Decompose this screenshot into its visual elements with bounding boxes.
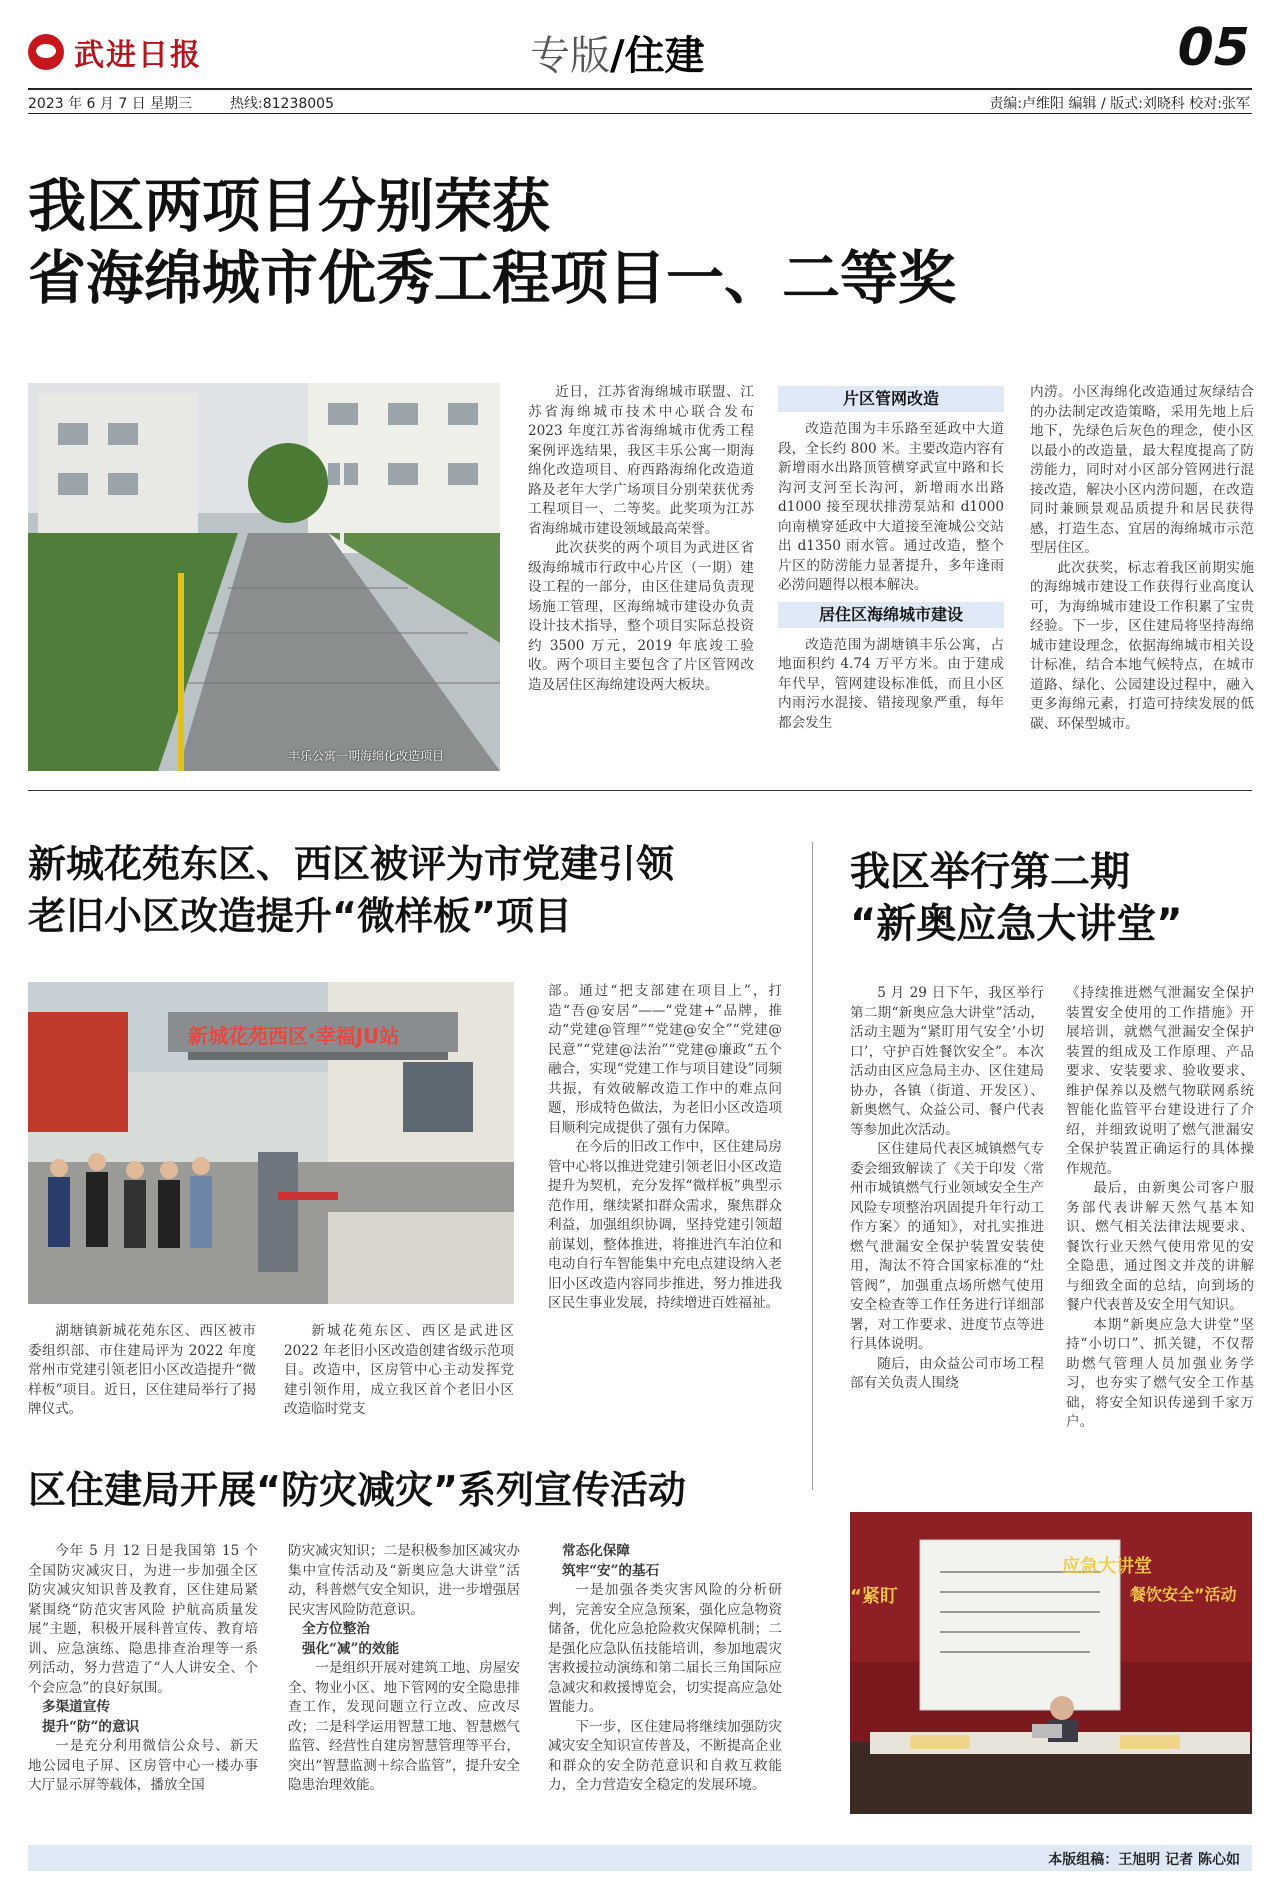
article3-column-1: 5 月 29 日下午，我区举行第二期“新奥应急大讲堂”活动，活动主题为“紧盯用气安全‘小切口’，守护百姓餐饮安全”。本次活动由区应急局主办、区住建局协办，各镇（街道、开发区）、新奥燃气、众益公司、餐户代表等参加此次活动。 区住建局代表区城镇燃气专委会细致解读了《关于印发〈常州市城镇燃气行业领域安全生产风险专项整治巩固提升年行动工作方案〉的通知》，对扎实推进燃气泄漏安全保护装置安装使用，淘汰不符合国家标准的“灶管阀”，加强重点场所燃气使用安全检查等工作任务进行详细部署，对工作要求、进度节点等进行具体说明。 随后，由众益公司市场工程部有关负责人围绕: [850, 985, 1044, 1391]
issue-date: 2023 年 6 月 7 日 星期三: [28, 96, 193, 112]
article4-column-1: 今年 5 月 12 日是我国第 15 个全国防灾减灾日，为进一步加强全区防灾减灾知识普及教育，区住建局紧紧围绕“防范灾害风险 护航高质量发展”主题，积极开展科普宣传、教育培训、应急演练、隐患排查治理等一系列活动，努力营造了“人人讲安全、个个会应急”的良好氛围。 多渠道宣传 提升“防”的意识 一是充分利用微信公众号、新天地公园电子屏、区房管中心一楼办事大厅显示屏等载体，播放全国: [28, 1543, 258, 1793]
newspaper-logo-icon: [28, 34, 64, 70]
masthead-rule: [28, 88, 1252, 90]
section-right: 住建: [624, 32, 705, 79]
editor-credits: 责编:卢维阳 编辑 / 版式:刘晓科 校对:张军: [989, 96, 1250, 112]
section-title: 专版/住建: [530, 32, 705, 79]
page-footer: [28, 1845, 1252, 1871]
article4-subhead-2: 全方位整治: [302, 1621, 370, 1637]
column-divider: [812, 842, 813, 1490]
article3-photo: [850, 1512, 1252, 1814]
article1-divider: [28, 790, 1252, 791]
article4-column-2: 防灾减灾知识；二是积极参加区减灾办集中宣传活动及“新奥应急大讲堂”活动，科普燃气安全知识，进一步增强居民灾害风险防范意识。 全方位整治 强化“减”的效能 一是组织开展对建筑工地、房屋安全、物业小区、地下管网的安全隐患排查工作，发现问题立行立改、应改尽改；二是科学运用智慧工地、智慧燃气监管、经营性自建房智慧管理等平台，突出“智慧监测＋综合监管”，提升安全隐患治理效能。: [288, 1543, 520, 1793]
section-left: 专版: [530, 33, 610, 79]
page-number: 05: [1177, 18, 1250, 78]
article3-banner-text-1: 应急大讲堂: [1062, 1556, 1152, 1577]
article4-subhead-1b: 提升“防”的意识: [42, 1718, 140, 1735]
article2-column-1: 湖塘镇新城花苑东区、西区被市委组织部、市住建局评为 2022 年度常州市党建引领老旧小区改造提升“微样板”项目。近日，区住建局举行了揭牌仪式。: [28, 1323, 256, 1417]
masthead-rule-thin: [28, 113, 1252, 114]
article1-subhead-1: 片区管网改造: [778, 386, 1004, 412]
article4-subhead-3b: 筑牢“安”的基石: [562, 1562, 660, 1579]
newspaper-logo: 武进日报: [74, 38, 202, 73]
article2-column-3: 部。通过“把支部建在项目上”，打造“吾@安居”——“党建+”品牌，推动“党建@管理”“党建@安全”“党建@民意”“党建@法治”“党建@廉政”五个融合，实现“党建工作与项目建设”同频共振，有效破解改造工作中的难点问题，形成特色做法，为老旧小区改造项目顺利完成提供了强有力保障。 在今后的旧改工作中，区住建局房管中心将以推进党建引领老旧小区改造提升为契机，充分发挥“微样板”典型示范作用，继续紧扣群众需求，聚焦群众利益，加强组织协调，坚持党建引领超前谋划，整体推进，将推进汽车泊位和电动自行车智能集中充电点建设纳入老旧小区改造内容同步推进，努力推进我区民生事业发展，持续增进百姓福祉。: [548, 983, 782, 1311]
article1-column-2: 片区管网改造 改造范围为丰乐路至延政中大道段，全长约 800 米。主要改造内容有新增雨水出路顶管横穿武宣中路和长沟河支河至长沟河，新增雨水出路 d1000 接至现状排涝泵站和 d1000 向南横穿延政中大道接至淹城公交站出 d1350 雨水管。通过改造，整个片区的防涝能力显著提升，多年逢雨必涝问题得以根本解决。 居住区海绵城市建设 改造范围为湖塘镇丰乐公寓，占地面积约 4.74 万平方米。由于建成年代早，管网建设标准低，而且小区内雨污水混接、错接现象严重，每年都会发生: [778, 380, 1004, 733]
article1-column-1: 近日，江苏省海绵城市联盟、江苏省海绵城市技术中心联合发布 2023 年度江苏省海绵城市优秀工程案例评选结果，我区丰乐公寓一期海绵化改造项目、府西路海绵化改造道路及老年大学广场项目分别荣获优秀工程项目一、二等奖。此奖项为江苏省海绵城市建设领域最高荣誉。 此次获奖的两个项目为武进区省级海绵城市行政中心片区（一期）建设工程的一部分，由区住建局负责现场施工管理，区海绵城市建设办负责设计技术指导，整个项目实际总投资约 3500 万元，2019 年底竣工验收。两个项目主要包含了片区管网改造及居住区海绵建设两大板块。: [528, 384, 754, 693]
article3-banner-text-3: 餐饮安全”活动: [1130, 1585, 1237, 1604]
article1-headline: 我区两项目分别荣获 省海绵城市优秀工程项目一、二等奖: [28, 172, 957, 312]
article2-column-2: 新城花苑东区、西区是武进区 2022 年老旧小区改造创建省级示范项目。改造中，区房管中心主动发挥党建引领作用，成立我区首个老旧小区改造临时党支: [284, 1323, 514, 1417]
hotline: 热线:81238005: [230, 96, 334, 112]
article2-headline: 新城花苑东区、西区被评为市党建引领 老旧小区改造提升“微样板”项目: [28, 842, 675, 938]
article4-column-3: 常态化保障 筑牢“安”的基石 一是加强各类灾害风险的分析研判，完善安全应急预案，强化应急物资储备，优化应急抢险救灾保障机制；二是强化应急队伍技能培训，参加地震灾害救援拉动演练和第二届长三角国际应急减灾和救援博览会，切实提高应急处置能力。 下一步，区住建局将继续加强防灾减灾安全知识宣传普及，不断提高企业和群众的安全防范意识和自救互救能力，全力营造安全稳定的发展环境。: [548, 1543, 782, 1793]
article2-photo: [28, 982, 514, 1304]
footer-credits: 本版组稿：王旭明 记者 陈心如: [1048, 1852, 1240, 1868]
article4-headline: 区住建局开展“防灾减灾”系列宣传活动: [28, 1468, 686, 1512]
article3-headline: 我区举行第二期 “新奥应急大讲堂”: [850, 849, 1183, 947]
article1-photo: [28, 383, 500, 771]
article2-photo-sign: 新城花苑西区·幸福JU站: [188, 1024, 400, 1048]
article1-subhead-2: 居住区海绵城市建设: [778, 602, 1004, 628]
article4-subhead-2b: 强化“减”的效能: [302, 1640, 400, 1657]
article1-column-3: 内涝。小区海绵化改造通过灰绿结合的办法制定改造策略，采用先地上后地下，先绿色后灰色的理念，使小区以最小的改造量，最大程度提高了防涝能力，同时对小区部分管网进行混接改造，解决小区内涝问题，在改造同时兼顾景观品质提升和居民获得感，打造生态、宜居的海绵城市示范型居住区。 此次获奖，标志着我区前期实施的海绵城市建设工作获得行业高度认可，为海绵城市建设工作积累了宝贵经验。下一步，区住建局将坚持海绵城市建设理念，依据海绵城市相关设计标准，结合本地气候特点，在城市道路、绿化、公园建设过程中，融入更多海绵元素，打造可持续发展的低碳、环保型城市。: [1030, 384, 1254, 732]
article4-subhead-3: 常态化保障: [562, 1543, 630, 1559]
article4-subhead-1: 多渠道宣传: [42, 1699, 110, 1715]
article3-banner-text-2: “紧盯: [850, 1586, 898, 1607]
article1-photo-caption: 丰乐公寓一期海绵化改造项目: [288, 749, 445, 763]
article3-column-2: 《持续推进燃气泄漏安全保护装置安全使用的工作措施》开展培训，就燃气泄漏安全保护装置的组成及工作原理、产品要求、安装要求、验收要求、维护保养以及燃气物联网系统智能化监管平台建设进行了介绍，并细致说明了燃气泄漏安全保护装置正确运行的具体操作规范。 最后，由新奥公司客户服务部代表讲解天然气基本知识、燃气相关法律法规要求、餐饮行业天然气使用常见的安全隐患，通过图文并茂的讲解与细致全面的总结，向到场的餐户代表普及安全用气知识。 本期“新奥应急大讲堂”坚持“小切口”、抓关键，不仅帮助燃气管理人员加强业务学习，也夯实了燃气安全工作基础，将安全知识传递到千家万户。: [1066, 985, 1254, 1430]
